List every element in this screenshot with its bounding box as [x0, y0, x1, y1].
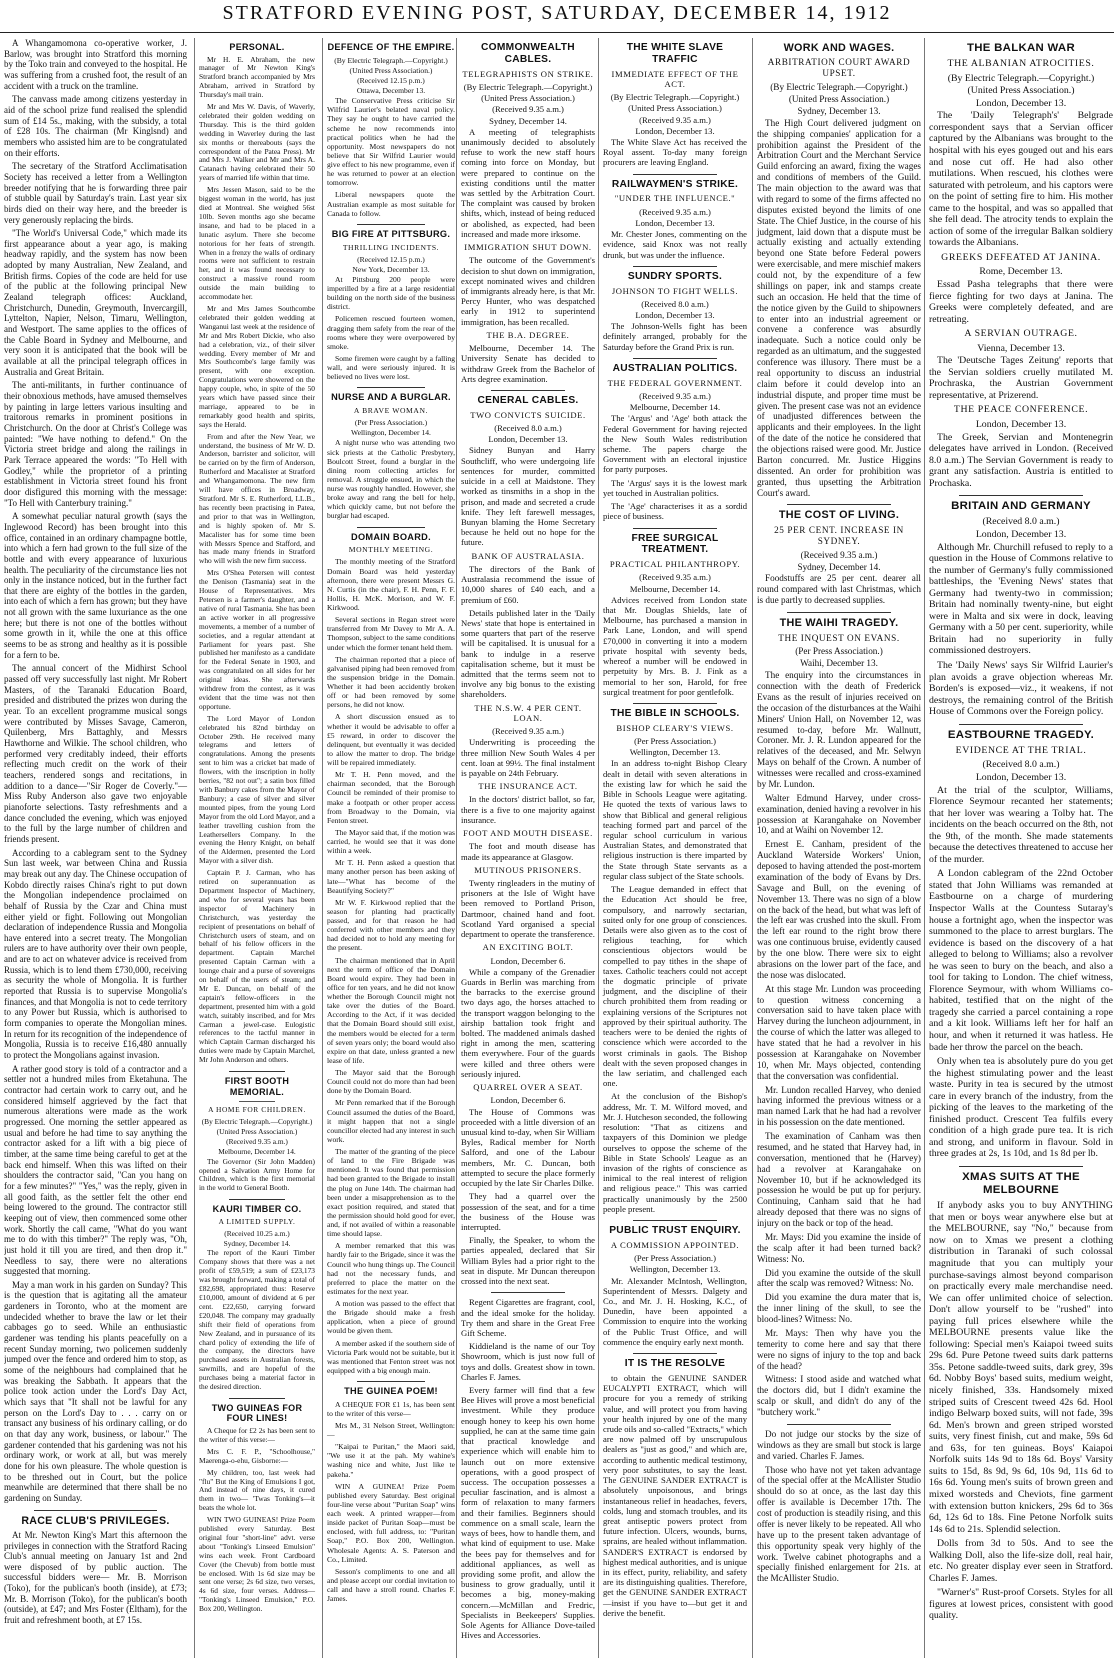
- news-paragraph: Mr and Mrs James Southcombe celebrated their golden wedding at Wanganui last week at the residence of Mr and Mrs Robert Dickie, who also had a celebration, viz., of their silver wedding. Every member of Mr and Mrs Southcombe's large family was present, with one exception. Congratulations were showered on the happy couple, who, in spite of the 50 years which have passed since their marriage, appeared to be in remarkably good health and spirits, says the Herald.: [199, 303, 315, 429]
- dateline: Sydney, December 14.: [223, 1238, 291, 1248]
- article-subheading: BANK OF AUSTRALASIA.: [471, 550, 585, 561]
- news-paragraph: Mr Penn remarked that if the Borough Council assumed the duties of the Board, it might happen that not a single councillor elected had any interest in such work.: [327, 1098, 455, 1144]
- dateline: Melbourne, December 14.: [218, 1146, 296, 1156]
- source-line: (By Electric Telegraph.—Copyright.): [334, 55, 448, 65]
- news-paragraph: The 'Deutsche Tages Zeitung' reports that the Servian soldiers cruelly mutilated M. Prochraska, the Austrian Government representative, at Prizerend.: [929, 355, 1113, 401]
- news-paragraph: The Lord Mayor of London celebrated his 82nd birthday on October 29th. He received many telegrams and letters of congratulations. Among the presents sent to him was a cricket bat made of flowers, with the inscription in holly berries, "82 not out"; a satin box filled with Banbury cakes from the Mayor of Banbury; a case of silver and silver mounted pipes, from the young Lord Mayor from the old Lord Mayor, and a leather travelling cushion from the Leathersellers Company. In the evening the Henry Knight, on behalf of the Aldermen, presented the Lord Mayor with a silver dish.: [199, 713, 315, 866]
- news-paragraph: Ernest E. Canham, president of the Auckland Waterside Workers' Union, deposed to having attended the post-mortem examination of the body of Evans by Drs. Savage and Bull, on the evening of November 13. There was no sign of a blow on the back of the head, but what was left of the left ear was crushed into the skull. From the left ear round to the right brow there was one continuous bruise, evidently caused by the one blow. There were six to eight abrasions on the lower part of the face, and the nose was dislocated.: [757, 839, 921, 980]
- news-paragraph: A member remarked that this was hardly fair to the Brigade, since it was the Council who hung things up. The Council had not the necessary funds, and preferred to place the matter on the estimates for the next year.: [327, 1241, 455, 1296]
- article-subheading: BISHOP CLEARY'S VIEWS.: [616, 722, 734, 733]
- news-paragraph: Mr and Mrs W. Davis, of Waverly, celebrated their golden wedding on Thursday. This is the third golden wedding in Waverley during the last six months or thereabouts (says the correspondent of the Patea Press). Mr and Mrs J. Walker and Mr and Mrs A. Catanach having celebrated their 50 years of married life within that time.: [199, 102, 315, 183]
- dateline: Sydney, December 14.: [489, 115, 567, 126]
- source-line: (Per Press Association.): [634, 1253, 716, 1264]
- column-rule: [959, 495, 1083, 496]
- article-subheading: IMMEDIATE EFFECT OF THE ACT.: [611, 68, 739, 89]
- column-rule: [633, 528, 717, 529]
- column-rule: [34, 1510, 157, 1511]
- column-rule: [491, 390, 565, 391]
- source-line: (By Electric Telegraph.—Copyright.): [463, 81, 593, 92]
- short-rule: [239, 1101, 275, 1102]
- article-heading: COMMONWEALTH CABLES.: [481, 42, 575, 65]
- news-paragraph: Mrs Jessen Mason, said to be the biggest woman in the world, has just died at Montreal. She weighed 56st 10lb. Seven months ago she became insane, and had to be placed in a lunatic asylum. There she become notorious for her feats of strength. When in a frenzy the walls of ordinary rooms were not sufficient to restrain her, and it was found necessary to construct a massive round room outside the main building to accommodate her.: [199, 185, 315, 302]
- article-subheading: A SERVIAN OUTRAGE.: [964, 328, 1078, 340]
- article-heading: PERSONAL.: [229, 42, 285, 52]
- article-heading: IT IS THE RESOLVE: [624, 1358, 726, 1370]
- source-line: (Per Press Association.): [795, 646, 883, 657]
- article-heading: THE WHITE SLAVE TRAFFIC: [626, 42, 724, 65]
- news-paragraph: Captain P. J. Carman, who has retired on superannuation as Department Inspector of Machinery, and who for several years has been inspector of Machinery in Christchurch, was yesterday the recipient of presentations on behalf of Christchurch users of steam, and on behalf of his fellow officers in the department. Captain Marchel presented Captain Carman with a lounge chair and a purse of sovereigns on behalf of the users of steam; and Mr E. Duncan, on behalf of the captain's fellow-officers in the department, presented him with a gold watch, suitably inscribed, and for Mrs Carman a jewel-case. Eulogistic references to the tactful manner in which Captain Carman discharged his duties were made by Captain Marchel, Mr John Anderson and others.: [199, 868, 315, 1065]
- received-line: (Received 9.35 a.m.): [492, 726, 564, 737]
- dateline: London, December 13.: [975, 771, 1067, 783]
- news-paragraph: They had a quarrel over the possession of the seat, and for a time the business of the House was interrupted.: [461, 1191, 595, 1232]
- article-subheading: MONTHLY MEETING.: [348, 545, 434, 555]
- news-paragraph: May a man work in his garden on Sunday? This is the question that is agitating all the amateur gardeners in Toronto, who at the moment are undecided whether to brave the law or let their cabbages go to seed. While an enthusiastic gardener was tending his plants peacefully on a recent Sunday morning, two policemen suddenly jumped over the fence and ordered him to stop, as some of the neighbours had complained that he was breaking the Sabbath. It appears that the police took action under the Lord's Day Act, which says that "It shall not be lawful for any person on the Lord's Day to . . . carry on or transact any business of his ordinary calling, or do on that day any work, business, or labour." The gardener contended that his gardening was not his ordinary work, or work at all, but was merely done for his own pleasure. The whole question is to be threshed out in Court, but the police meanwhile are determined that there shall be no gardening on Sunday.: [4, 1279, 187, 1503]
- news-paragraph: At Pittsburg 200 people were imperilled by a fire at a large residential building on the north side of the business district.: [327, 274, 455, 312]
- column-rule: [787, 504, 891, 505]
- column-rule: [633, 1220, 717, 1221]
- article-heading: WORK AND WAGES.: [783, 42, 895, 54]
- article-heading: TWO GUINEAS FOR FOUR LINES!: [211, 1402, 303, 1424]
- source-line: (By Electric Telegraph.—Copyright.): [947, 72, 1095, 84]
- news-paragraph: Advices received from London state that Mr. Douglas Shields, late of Melbourne, has purchased a mansion in Park Lane, London, and will spend £70,000 in converting it into a modern private hospital with seventy beds, whereof a number will be endowed in perpetuity by Mrs. B. J. Fink as a memorial to her son, Harold, for free surgical treatment for poor gentlefolk.: [603, 594, 747, 697]
- article-subheading: PRACTICAL PHILANTHROPY.: [609, 559, 741, 570]
- news-paragraph: A somewhat peculiar natural growth (says the Inglewood Record) has been brought into this office, contained in an ordinary champagne bottle, into which a fern had grown to the full size of the bottle and with every appearance of luxurious health. The peculiarity of the circumstance lies not only in the instance noticed, but in the further fact that there are eighty of the bottles in the garden, into each of which a fern has grown; but they have not all grown with the same luxuriance as the one here; but there is not one of the bottles without some growth in it, while the one at this office seems to be as strong and healthy as it is possible for a fern to be.: [4, 511, 187, 660]
- article-subheading: A BRAVE WOMAN.: [353, 406, 429, 416]
- article-heading: RACE CLUB'S PRIVILEGES.: [21, 1514, 170, 1527]
- article-subheading: A HOME FOR CHILDREN.: [208, 1105, 306, 1115]
- article-subheading: THE N.S.W. 4 PER CENT. LOAN.: [474, 702, 582, 723]
- dateline: Waihi, December 13.: [800, 658, 878, 669]
- news-paragraph: Details published later in the 'Daily News' state that hope is entertained in some quarters that part of the reserve will be capitalised. It is unusual for a bank to indulge in a reserve capitalisation scheme, but it must be admitted that the terms seem not to involve any big bonus to the existing shareholders.: [461, 607, 595, 700]
- dateline: Sydney, December 13.: [797, 105, 881, 116]
- received-line: (Received 9.35 a.m.): [639, 114, 711, 125]
- news-paragraph: Mr. Chester Jones, commenting on the evidence, said Knox was not really drunk, but was under the influence.: [603, 229, 747, 260]
- news-paragraph: Mr. Mays: Then why have you the temerity to come here and say that there were no signs of injury to the top and back of the head?: [757, 1327, 921, 1371]
- article-heading: RAILWAYMEN'S STRIKE.: [611, 178, 739, 190]
- news-paragraph: Mr H. E. Abraham, the new manager of Mr Newton King's Stratford branch accompanied by Mrs Abraham, arrived in Stratford by Thursday's mail train.: [199, 54, 315, 100]
- dateline: London, December 13.: [635, 309, 715, 320]
- dateline: Ottawa, December 13.: [356, 86, 426, 96]
- received-line: (Received 8.0 a.m.): [641, 298, 709, 309]
- column-rule: [229, 1398, 285, 1399]
- source-line: (By Electric Telegraph.—Copyright.): [201, 1117, 313, 1126]
- article-subheading: A LIMITED SUPPLY.: [218, 1216, 296, 1226]
- newspaper-masthead-title: STRATFORD EVENING POST, SATURDAY, DECEMBER 14, 1912: [222, 2, 892, 24]
- article-subheading: IMMIGRATION SHUT DOWN.: [464, 242, 592, 253]
- dateline: Vienna, December 13.: [977, 342, 1065, 354]
- news-paragraph: The canvass made among citizens yesterday in aid of the school prize fund realised the splendid sum of £14 5s., making, with the subsidy, a total of £28 10s. The chairman (Mr Kinglsnd) and members who assisted him are to be congratulated on their efforts.: [4, 94, 187, 158]
- article-subheading: QUARREL OVER A SEAT.: [473, 1082, 583, 1093]
- news-paragraph: The 'Argus' and 'Age' both attack the Federal Government for having rejected the New South Wales redistribution scheme. The papers charge the Government with an electoral injustice for party purposes.: [603, 413, 747, 475]
- column-1: [4, 38, 191, 1658]
- news-paragraph: The Mayor said that, if the motion was carried, he would see that it was done within a week.: [327, 827, 455, 856]
- masthead: [0, 0, 1114, 33]
- dateline: London, December 13.: [975, 419, 1067, 430]
- news-paragraph: Did you examine the outside of the skull after the scalp was removed? Witness: No.: [757, 1267, 921, 1289]
- advertisement-text: Those who have not yet taken advantage of the special offer at the McAllister Studio should do so at once, as the last day this offer is available is December 17th. The cost of production is steadily rising, and this offer is never likely to be repeated. All who have up to the present taken advantage of this opportunity speak very highly of the work. Twelve cabinet photographs and a specially finished enlargement for 21s. at the McAllister Studio.: [757, 1464, 921, 1584]
- news-paragraph: Mrs M., 31 Nelson Street, Wellington:—: [327, 1420, 455, 1440]
- news-paragraph: Mr T. H. Penn asked a question that many another person has been asking of late—"What has become of the Beautifying Society?": [327, 858, 455, 895]
- news-paragraph: "The World's Universal Code," which made its first appearance about a year ago, is making headway rapidly, and the system has now been adopted by many Australian, New Zealand, and British firms. Copies of the code are held for use of the public at the following principal New Zealand telegraph offices: Auckland, Christchurch, Dunedin, Greymouth, Invercargill, Lyttelton, Napier, Nelson, Timaru, Wellington, and Westport. The same applies to the offices of the Cable Board in Sydney and Melbourne, and very soon it is anticipated that the book will be available at all the principal telegraph offices in Australia and Great Britain.: [4, 228, 187, 377]
- article-subheading: AN EXCITING BOLT.: [482, 942, 574, 953]
- news-paragraph: At the trial of the sculptor, Williams, Florence Seymour recanted her statements; that her lover was wearing a Tolby hat. The incidents on the beach occurred on the 8th, not the 9th, of the month. She made statements because the detectives threatened to accuse her of the murder.: [929, 784, 1113, 865]
- news-paragraph: Essad Pasha telegraphs that there were fierce fighting for two days at Janina. The Greeks were completely defeated, and are retreating.: [929, 278, 1113, 325]
- news-paragraph: The White Slave Act has received the Royal assent. To-day many foreign procurers are leaving England.: [603, 136, 747, 168]
- news-paragraph: The Greek, Servian and Montenegrin delegates have arrived in London. (Received 8.0 a.m.) The Servian Government is ready to grant any satisfaction. Austria is entitled to Prochaska.: [929, 431, 1113, 489]
- dateline: Rome, December 13.: [979, 266, 1063, 278]
- received-line: (Received 10.25 a.m.): [224, 1228, 290, 1238]
- article-heading: FIRST BOOTH MEMORIAL.: [224, 1076, 290, 1097]
- news-paragraph: A meeting of telegraphists unanimously decided to absolutely refuse to work the new staff hours coming into force on Monday, but were prepared to continue on the existing conditions until the matter was settled by the Arbitration Court. The complaint was caused by broken shifts, which, instead of being reduced or abolished, as expected, had been increased and made more irksome.: [461, 126, 595, 239]
- source-line: (United Press Association.): [349, 65, 433, 75]
- article-heading: BIG FIRE AT PITTSBURG.: [331, 228, 451, 239]
- article-heading: FREE SURGICAL TREATMENT.: [631, 532, 719, 556]
- news-paragraph: The anti-militants, in further continuance of their obnoxious methods, have amused themselves by painting in large letters various insulting and traitorous remarks in prominent positions in Christchurch. On the door at Christ's College was painted: "We have nothing to defend." On the Victoria street bridge and along the railings in Park Terrace appeared the words: "To Hell with Godley," while the proprietor of a printing establishment in Victoria street found his front door disfigured this morning with the message: "To Hell with Canterbury training.": [4, 380, 187, 508]
- news-paragraph: Did you examine the dura mater that is, the inner lining of the skull, to see the blood-lines? Witness: No.: [757, 1292, 921, 1325]
- received-line: (Received 8.0 a.m.): [982, 516, 1060, 528]
- article-heading: KAURI TIMBER CO.: [212, 1204, 302, 1215]
- article-heading: DOMAIN BOARD.: [351, 531, 431, 542]
- advertisement-text: Sesson's compliments to one and all and please accept our cordial invitation to call and have a stroll round. Charles F. James.: [327, 1566, 455, 1604]
- news-paragraph: Mrs O'Shea Petersen will contest the Denison (Tasmania) seat in the House of Representatives. Mrs Petersen is a farmer's daughter, and a native of rural Tasmania. She has been an active worker in all progressive movements, a member of a number of societies, and a regular attendant at Parliament for years past. She published her manifesto as a candidate for the Federal Senate in 1903, and was congratulated on all sides for her original ideas. She afterwards withdrew from the contest, as it was evident that the time was not then opportune.: [199, 568, 315, 711]
- news-paragraph: Policemen rescued fourteen women, dragging them safely from the rear of the rooms where they were overpowered by smoke.: [327, 314, 455, 351]
- source-line: (United Press Association.): [216, 1126, 298, 1136]
- news-paragraph: Mr. Lundon recalled Harvey, who denied having informed the previous witness or a man named Lark that he had had a revolver in his possession on the date mentioned.: [757, 1084, 921, 1128]
- dateline: Wellington, December 13.: [629, 1264, 721, 1275]
- advertisement-text: Kiddieland is the name of our Toy Showroom, which is just now full of toys and dolls. Greatest show in town. Charles F. James.: [461, 1341, 595, 1382]
- column-rule: [633, 703, 717, 704]
- news-paragraph: The Governor (Sir John Madden) opened a Salvation Army Home for Children, which is the first memorial in the world to General Booth.: [199, 1156, 315, 1193]
- source-line: (United Press Association.): [628, 103, 722, 114]
- news-paragraph: The Johnson-Wells fight has been definitely arranged, probably for the Saturday before the Grand Prix is run.: [603, 321, 747, 352]
- column-4: [456, 38, 599, 1658]
- news-paragraph: Mr W. F. Kirkwood replied that the season for planting had practically passed, and for that reason he had conferred with other members and they had decided not to hold any meeting for the present.: [327, 897, 455, 953]
- received-line: (Received 9.35 a.m.): [492, 104, 564, 115]
- advertisement-text: WIN TWO GUINEAS! Prize Poem published every Saturday. Best original four "short-line" advt. verse about "Tonking's Linseed Emulsion" wins each week. Front Cardboard Cover (the Chevub) from bottle must be enclosed. With 1s 6d size may be sent one verse; 2s 6d size, two verses, 4s 6d size, four verses. Address— "Tonking's Linseed Emulsion," P.O. Box 200, Wellington.: [199, 1515, 315, 1614]
- news-paragraph: The 'Argus' says it is the lowest mark yet touched in Australian politics.: [603, 477, 747, 498]
- article-heading: THE WAIHI TRAGEDY.: [779, 617, 899, 630]
- news-paragraph: The outcome of the Government's decision to shut down on immigration, except nominated wives and children of immigrants already here, is that Mr. Percy Hunter, who was despatched early in 1912 to superintend immigration, has been recalled.: [461, 255, 595, 327]
- news-paragraph: The enquiry into the circumstances in connection with the death of Frederick Evans as the result of injuries received on the occasion of the disturbances at the Waihi Miners' Union Hall, on November 12, was resumed to-day, before Mr. Wallnutt, Coroner. Mr. J. R. Lundon appeared for the relatives of the deceased, and Mr. Selwyn Mays on behalf of the Crown. A number of witnesses were recalled and cross-examined by Mr. Lundon.: [757, 670, 921, 789]
- received-line: (Received 9.35 a.m.): [639, 206, 711, 217]
- news-paragraph: A member asked if the southern side of Victoria Park would not be suitable, but it was mentioned that Fenton street was not equipped with a big enough main.: [327, 1338, 455, 1375]
- advertisement-text: WIN A GUINEA! Prize Poem published every Saturday. Best original four-line verse about "Puritan Soap" wins each week. A printed wrapper—from inside packet of Puritan Soap—must be enclosed, with full address, to: "Puritan Soap," P.O. Box 200, Wellington. Wholesale Agents: A. S. Paterson and Co., Limited.: [327, 1481, 455, 1564]
- advertisement-text: "Warner's" Rust-proof Corsets. Styles for all figures at lowest prices, consistent with good quality.: [929, 1587, 1113, 1622]
- article-heading: SUNDRY SPORTS.: [627, 270, 723, 282]
- news-paragraph: Melbourne, December 14. The University Senate has decided to withdraw Greek from the Bachelor of Arts degree examination.: [461, 343, 595, 384]
- column-rule: [959, 1166, 1083, 1167]
- column-rule: [787, 612, 891, 613]
- column-rule: [633, 174, 717, 175]
- news-paragraph: A Cheque for £2 2s has been sent to the writer of this verse:—: [199, 1425, 315, 1444]
- source-line: (Per Press Association.): [634, 736, 716, 746]
- news-paragraph: Liberal newspapers quote the Australian example as most suitable for Canada to follow.: [327, 190, 455, 218]
- article-subheading: EVIDENCE AT THE TRIAL.: [955, 744, 1087, 756]
- news-paragraph: A rather good story is told of a contractor and a settler not a hundred miles from Eketahuna. The contractor had certain work to carry out, and he considered himself aggrieved by the fact that numerous alterations were made as the work progressed. One morning the settler appeared as usual and before he had time to say anything the contractor asked for a lift with a big piece of timber, at the same time being careful to get at the back end himself. When this was lifted on their shoulders the contractor said, "Can you hang on for a few minutes?" "Yes," was the reply, given in all good faith, as the settler felt the other end being lowered to the ground. The contractor still keeping out of view, then commenced some other work. Shortly the call came, "What do you want me to do with this timber?" The reply was, "Oh, just hold it till you are tired, and then drop it." Needless to say, there were no alterations suggested that morning.: [4, 1063, 187, 1277]
- news-paragraph: The chairman mentioned that in April next the term of office of the Domain Board would expire. They had been in office for ten years, and he did not know whether the Borough Council might not take over the duties of the Board. According to the Act, if it was decided that the Domain Board should still exist, the members would be elected for a term of seven years only; the board would also expire on that date, unless granted a new lease of life.: [327, 955, 455, 1065]
- article-subheading: MUTINOUS PRISONERS.: [474, 864, 582, 875]
- received-line: (Received 9.35 a.m.): [800, 549, 878, 560]
- column-7: [924, 38, 1113, 1658]
- article-subheading: ARBITRATION COURT AWARD UPSET.: [767, 57, 911, 79]
- received-line: (Received 12.15 p.m.): [357, 254, 425, 264]
- article-heading: THE BIBLE IN SCHOOLS.: [610, 707, 740, 719]
- article-heading: PUBLIC TRUST ENQUIRY.: [609, 1225, 741, 1237]
- source-line: (By Electric Telegraph.—Copyright.): [610, 92, 740, 103]
- news-paragraph: Although Mr. Churchill refused to reply to a question in the House of Commons relative to the number of Germany's fully commissioned battleships, the 'Evening News' states that Germany had twenty-two in commission; Britain had nominally twenty-nine, but eight were in Malta and six were in dock, leaving Germany with a 50 per cent. superiority, while Britain had no superiority in fully commissioned destroyers.: [929, 541, 1113, 657]
- article-heading: DEFENCE OF THE EMPIRE.: [327, 42, 455, 52]
- news-paragraph: A Whangamomona co-operative worker, J. Barlow, was brought into Stratford this morning by the Toko train and conveyed to the hospital. He was suffering from a crushed foot, the result of an accident with a truck on the tramline.: [4, 38, 187, 91]
- article-subheading: FOOT AND MOUTH DISEASE.: [463, 828, 593, 839]
- dateline: Sydney, December 14.: [797, 561, 881, 572]
- news-paragraph: The report of the Kauri Timber Company shows that there was a net profit of £59,519; a sum of £23,173 was brought forward, making a total of £82,698, appropriated thus: Reserve £10,000, amount of dividend at 6 per cent. £22,650, carrying forward £20,048. The company may gradually shift their field of operations from New Zealand, and in pursuance of its chard policy of extending the life of the company, the directors have purchased assets in Australian forests, sawmills, and are hopeful of the purchases being a material factor in the desired direction.: [199, 1248, 315, 1392]
- news-paragraph: At this stage Mr. Lundon was proceeding to question witness concerning a conversation said to have taken place with Harvey during the luncheon adjournment, in the course of which the latter was alleged to have stated that he had a revolver in his possession at Karangahake on November 10, when Mr. Mays objected, contending that the conversation was confidential.: [757, 983, 921, 1081]
- dateline: London, December 13.: [488, 434, 568, 445]
- source-line: (By Electric Telegraph.—Copyright.): [770, 82, 908, 93]
- advertisement-text: Only when tea is absolutely pure do you get the highest stimulating power and the least waste. Purity in tea is secured by the utmost care in every branch of the industry, from the picking of the leaves to the marketing of the finished product. Crescent Tea fulfils every condition of a high grade pure tea. It is rich and strong, and uniform in flavour. Sold in three grades at 2s, 1s 10d, and 1s 8d per lb.: [929, 1056, 1113, 1160]
- article-subheading: THE B.A. DEGREE.: [486, 329, 570, 340]
- news-paragraph: According to a cablegram sent to the Sydney Sun last week, war between China and Russia may break out any day. The Chinese occupation of Kobdo directly raises China's right to put down the Mongolian independence proclaimed on behalf of Russia by the Czar and China must either yield or fight. Following out Mongolian declaration of independence Russia and Mongolia have entered into a secret treaty. The Mongolian rulers are to have authority over their own people, and are to act on whatever advice is received from Russia, which is to lend them £730,000, receiving as security the whole of Mongolia. It is further reported that Russia is to supervise Mongolia's finances, and that Mongolia is not to cede territory to any Power but Russia, which is authorised to form companies to operate the Mongolian mines. In return for its recognition of the independence of Mongolia, Russia is to receive £16,480 annually to protect the Mongolians against invasion.: [4, 847, 187, 1061]
- news-paragraph: The matter of the granting of the piece of land to the Fire Brigade was mentioned. It was found that permission had been granted to the Brigade to install the plug on June 14th. The chairman had been under a misapprehension as to the exact position required, and stated that the permission should hold good for ever, and, if not availed of within a reasonable time should lapse.: [327, 1147, 455, 1239]
- column-rule: [787, 1424, 891, 1425]
- article-subheading: GREEKS DEFEATED AT JANINA.: [941, 251, 1101, 263]
- column-rule: [633, 1353, 717, 1354]
- article-subheading: THE INSURANCE ACT.: [478, 781, 578, 792]
- article-heading: THE BALKAN WAR: [967, 42, 1075, 54]
- article-heading: XMAS SUITS AT THE MELBOURNE: [962, 1171, 1080, 1197]
- column-rule: [229, 1071, 285, 1072]
- dateline: Melbourne, December 14.: [629, 402, 721, 413]
- article-heading: EASTBOURNE TRAGEDY.: [947, 728, 1095, 741]
- news-paragraph: At Mr. Newton King's Mart this afternoon the privileges in connection with the Stratford Racing Club's annual meeting on January 1st and 2nd were disposed of by public auction. The successful bidders were— Mr. B. Morrison (Toko), for the publican's booth (inside), at £73; Mr. B. Morrison (Toko), for the publican's booth (outside), at £47; and Mrs Foster (Eltham), for the fruit and refreshment booth, at £7 15s.: [4, 1529, 187, 1626]
- column-6: [752, 38, 925, 1658]
- news-paragraph: Finally, the Speaker, to whom the parties appealed, declared that Sir William Byles had a prior right to the seat in dispute. Mr Duncan thereupon crossed into the next seat.: [461, 1235, 595, 1287]
- news-paragraph: A night nurse who was attending two sick priests at the Catholic Presbytery, Boulcott Street, found a burglar in the dining room collecting articles for removal. A struggle ensued, in which the nurse was roughly handled. However, she broke away and rang the bell for help, which quickly came, but not before the burglar had escaped.: [327, 438, 455, 521]
- news-paragraph: Mr T. H. Penn moved, and the chairman seconded, that the Borough Council be reminded of their promise to make a footpath or other proper access from Broadway to the Domain, via Fenton street.: [327, 770, 455, 825]
- news-paragraph: The monthly meeting of the Stratford Domain Board was held yesterday afternoon, there were present Messrs G. N. Curtis (in the chair), F. H. Penn, F. F. Hollis, H. McK. Morison, and W. F. Kirkwood.: [327, 557, 455, 612]
- column-rule: [633, 358, 717, 359]
- article-heading: AUSTRALIAN POLITICS.: [612, 362, 738, 374]
- article-subheading: TWO CONVICTS SUICIDE.: [470, 409, 586, 420]
- poem-verse: My children, too, last week had "flu" But the King of Emulsions I got, And instead of nine days, it cured them in two— 'Twas Tonking's—it beats the whole lot.: [199, 1467, 315, 1513]
- news-paragraph: The League demanded in effect that the Education Act should be free, compulsory, and narrowly sectarian, suited only for one group of consciences. Details were also given as to the cost of religious teaching, for which conscientious objectors would be compelled to pay tithes in the shape of taxes. Catholic teachers could not accept the dogmatic principle of private judgment, and the discipline of their church prohibited them from reading or explaining versions of the Scriptures not approved by their spiritual authority. The teachers were to be denied the rights of conscience which were accorded to the worst criminals in gaols. The Bishop dealt with the seven proposed changes in the law seriatim, and challenged each one.: [603, 884, 747, 1089]
- article-subheading: "UNDER THE INFLUENCE.": [614, 193, 736, 204]
- article-heading: BRITAIN AND GERMANY: [951, 500, 1091, 513]
- news-paragraph: The chairman reported that a piece of galvanised piping had been removed from the suspension bridge in the Domain. Whether it had been accidently broken off or had been removed by some persons, he did not know.: [327, 654, 455, 710]
- article-heading: THE GUINEA POEM!: [344, 1386, 438, 1396]
- news-paragraph: Underwriting is proceeding the three million New South Wales 4 per cent. loan at 99½. The final instalment is payable on 24th February.: [461, 737, 595, 778]
- news-paragraph: Sidney Bunyan and Harry Southcliff, who were undergoing life sentences for murder, committed suicide in a cell at Maidstone. They worked as tinsmiths in a shop in the prison, and made and secreted a crude knife. They left farewell messages, Bunyan blaming the Home Secretary because he held out no hope for the future.: [461, 445, 595, 548]
- news-paragraph: The directors of the Bank of Australasia recommend the issue of 10,000 shares of £40 each, and a premium of £60.: [461, 563, 595, 605]
- article-subheading: THRILLING INCIDENTS.: [342, 242, 440, 252]
- dateline: Wellington, December 13.: [629, 747, 721, 758]
- news-paragraph: The House of Commons was proceeded with a little diversion of an unusual kind to-day, when Sir William Byles, Radical member for North Salford, and one of the Labour members, Mr. C. Duncan, both attempted to secure the place formerly occupied by the late Sir Charles Dilke.: [461, 1106, 595, 1189]
- news-paragraph: The examination of Canham was then resumed, and he stated that Harvey had, in conversation, mentioned that he (Harvey) had a revolver at Karangahake on November 10, but if he acknowledged its possession he would be put up for perjury. Continuing, Canham said that he had already deposed that there was no signs of injury on the back or top of the head.: [757, 1131, 921, 1229]
- article-subheading: THE ALBANIAN ATROCITIES.: [947, 58, 1095, 70]
- source-line: (United Press Association.): [967, 85, 1075, 97]
- article-subheading: THE FEDERAL GOVERNMENT.: [607, 377, 743, 388]
- news-paragraph: Mr. Alexander McIntosh, Wellington, Superintendent of Messrs. Dalgety and Co., and Mr. J. H. Hosking, K.C., of Dunedin, have been appointed a Commission to enquire into the working of the Public Trust Office, and will commence the enquiry early next month.: [603, 1275, 747, 1347]
- dateline: London, December 6.: [490, 955, 566, 966]
- news-paragraph: Mr. Mays: Did you examine the inside of the scalp after it had been turned back? Witness: No.: [757, 1231, 921, 1264]
- dateline: London, December 13.: [635, 125, 715, 136]
- received-line: (Received 9.35 a.m.): [226, 1136, 288, 1146]
- article-subheading: A COMMISSION APPOINTED.: [610, 1239, 740, 1250]
- news-paragraph: While a company of the Grenadier Guards in Berlin was marching from the barracks to the exercise ground two days ago, the horses attached to the transport waggon belonging to the airship battalion took fright and bolted. The maddened animals dashed right in among the men, scattering them everywhere. Four of the guards were killed and three others were seriously injured.: [461, 966, 595, 1079]
- article-heading: NURSE AND A BURGLAR.: [331, 392, 451, 403]
- column-rule: [357, 224, 425, 225]
- received-line: (Received 8.0 a.m.): [982, 759, 1060, 771]
- column-5: [598, 38, 751, 1658]
- advertisement-text: Regent Cigarettes are fragrant, cool, and the ideal smoke for the holiday. Try them and share in the Great Free Gift Scheme.: [461, 1297, 595, 1338]
- advertisement-text: Do not judge our stocks by the size of windows as they are small but stock is large and varied. Charles F. James.: [757, 1428, 921, 1461]
- news-paragraph: Mrs C. F. P., "Schoolhouse," Maerenga-o-ehu, Gisborne:—: [199, 1446, 315, 1465]
- article-subheading: THE INQUEST ON EVANS.: [778, 632, 900, 643]
- column-rule: [229, 1199, 285, 1200]
- dateline: London, December 13.: [975, 97, 1067, 109]
- news-paragraph: Twenty ringleaders in the mutiny of prisoners at the Isle of Wight have been removed to Portland Prison, Dartmoor, chained hand and foot. Scotland Yard organised a special department to operate the transference.: [461, 877, 595, 940]
- received-line: (Received 8.0 a.m.): [494, 423, 562, 433]
- source-line: (United Press Association.): [788, 94, 890, 105]
- news-paragraph: The foot and mouth disease has made its appearance at Glasgow.: [461, 841, 595, 862]
- news-paragraph: Walter Edmund Harvey, under cross-examination, denied having a revolver in his possession at Karangahake on November 10, and at Waihi on November 12.: [757, 792, 921, 836]
- received-line: (Received 12.15 p.m.): [357, 75, 425, 85]
- dateline: New York, December 13.: [352, 264, 430, 274]
- column-rule: [357, 1381, 425, 1382]
- article-subheading: JOHNSON TO FIGHT WELLS.: [611, 285, 739, 296]
- article-heading: THE COST OF LIVING.: [778, 509, 900, 522]
- news-paragraph: Several sections in Regan street were transferred from Mr Davey to Mr A. A. Thompson, subject to the same conditions under which the former tenant held them.: [327, 615, 455, 652]
- column-rule: [491, 1292, 565, 1293]
- advertisement-text: Dolls from 3d to 50s. And to see the Walking Doll, also the life-size doll, real hair, etc. No greater display ever seen in Stratford. Charles F. James.: [929, 1538, 1113, 1584]
- newspaper-columns: [4, 38, 1113, 1658]
- news-paragraph: From and after the New Year, we understand, the business of Mr W. D. Anderson, barrister and solicitor, will be carried on by the firm of Anderson, Rutherford and Macalister at Stratford and Whangamomona. The new firm will have offices in Broadway, Stratford. Mr S. E. Rutherford, LL.B., has recently been practising in Patea, and prior to that was in Wellington, and is highly spoken of. Mr S. Macalister has for some time been with Messrs Spence and Stafford, and has made many friends in Stratford who will wish the new firm success.: [199, 431, 315, 566]
- column-3: [322, 38, 459, 1658]
- news-paragraph: The High Court delivered judgment on the shipping companies' application for a prohibition against the President of the Arbitration Court and the Merchant Service Guild enforcing an award, fixing the wages and conditions of members of the Guild. The main objection to the award was that with regard to some of the firms affected no disputes existed beyond the limits of one State. The Chief Justice, in the course of his judgment, laid down that a dispute must be actually existing and actually extending beyond one State before Federal powers were exercisable, and mere mischief makers could not, by the expenditure of a few shillings on paper, ink and stamps create such an occasion. He held that the time of the notice given by the Guild to shipowners to enter into an industrial agreement or convene a conference was absurdly inadequate. Such a notice could only be regarded as an ultimatum, and the suggested conference was illusory. There must be a real opportunity to discuss an industrial claim before it could develop into an industrial dispute, and proper time must be given. The present case was not an evidence of unadjusted differences between the applicants and their employees. In the light of the date of the notice he considered that the objections raised were good. Mr. Justice Barton concurred. Mr. Justice Higgins dissented. An order for prohibition was granted, thus upsetting the Arbitration Court's award.: [757, 117, 921, 498]
- news-paragraph: The Mayor said that the Borough Council could not do more than had been done by the Domain Board.: [327, 1068, 455, 1096]
- news-paragraph: At the conclusion of the Bishop's address, Mr. T. M. Wilford moved, and Mr. J. Hutcheson seconded, the following resolution: "That as citizens and taxpayers of this Dominion we pledge ourselves to oppose the scheme of the Bible in State Schools' League as an invasion of the rights of conscience as inimical to the real interest of religion and religious peace." This was carried practically unanimously by the 2500 people present.: [603, 1091, 747, 1214]
- news-paragraph: The secretary of the Stratford Acclimatisation Society has received a letter from a Wellington breeder notifying that he is forwarding three pair of stubble quail by Saturday's train. Last year six birds died on their way here, and the breeder is very generously replacing the birds.: [4, 161, 187, 225]
- news-paragraph: The 'Daily News' says Sir Wilfrid Laurier's plan avoids a grave objection whereas Mr. Borden's is exposed—viz., it weakens, if not destroys, the remaining control of the British House of Commons over the Foreign policy.: [929, 659, 1113, 718]
- source-line: (United Press Association.): [481, 93, 575, 104]
- news-paragraph: In the doctors' district ballot, so far, there is a five to one majority against insurance.: [461, 794, 595, 825]
- news-paragraph: A London cablegram of the 22nd October stated that John Williams was remanded at Eastbourne on a charge of murdering Inspector Walls at the Countess Sutaray's house a fortnight ago, when the inspector was summoned to the place to arrest burglars. The evidence is based on the discovery of a hat alleged to belong to Williams; also a revolver he was seen to bury on the beach, and also a tool for taking to London. The chief witness, Florence Seymour, with whom Williams co-habited, testified that on the night of the tragedy she carried a parcel containing a rope and a kit look. Williams left her for half an hour, and when it returned it was hatless. He bade her throw the parcel on the beach.: [929, 868, 1113, 1053]
- news-paragraph: The 'Age' characterises it as a sordid piece of business.: [603, 501, 747, 522]
- column-rule: [357, 527, 425, 528]
- dateline: Wellington, December 14.: [351, 428, 431, 438]
- dateline: London, December 6.: [490, 1095, 566, 1106]
- received-line: (Received 9.35 a.m.): [639, 390, 711, 401]
- column-rule: [633, 266, 717, 267]
- news-paragraph: A short discussion ensued as to whether it would be advisable to offer a £5 reward, in order to discover the delinquent, but eventually it was decided to allow the matter to drop. The bridge will be repaired immediately.: [327, 712, 455, 767]
- news-paragraph: The 'Daily Telegraph's' Belgrade correspondent says that a Servian officer captured by the Albanians was brought to the hospital with his eyes gouged out and his ears and nose cut off. He had also other mutilations. When rescued, his clothes were saturated with petroleum, and his captors were on the point of setting fire to him. His mother came to the hospital, and was so appalled that she fell dead. The atrocity tends to explain the action of some of the irregular Balkan soldiery towards the Albanians.: [929, 110, 1113, 249]
- news-paragraph: A CHEQUE FOR £1 1s, has been sent to the writer of this verse—: [327, 1399, 455, 1418]
- column-2: [194, 38, 319, 1658]
- article-subheading: TELEGRAPHISTS ON STRIKE.: [462, 68, 594, 79]
- advertisement-text: Every farmer will find that a few Bee Hives will prove a most beneficial investment. While they produce enough honey to keep his own home supplied, he can at the same time gain that practical knowledge and experience which will enable him to launch out on more extensive operations, with a good prospect of success. The occupation possesses a peculiar fascination, and is almost a form of relaxation to many farmers and their families. Beginners should commence on a small scale, learn the ways of bees, how to handle them, and what kind of equipment to use. Make the bees pay for themselves and for additional appliances, as well as providing some profit, and allow the business to grow gradually, until it becomes a big, money-making concern.—McMillan and Fredric, Specialists in Beekeepers' Supplies. Sole Agents for Alliance Dove-tailed Hives and Accessories.: [461, 1385, 595, 1641]
- source-line: (Per Press Association.): [354, 418, 428, 428]
- column-rule: [959, 724, 1083, 725]
- poem-verse: "Kaipai te Puritan," the Maori said, "We use it at the pah. My wahine's washing nice and white, Just like te pakeha.": [327, 1442, 455, 1479]
- dateline: London, December 13.: [635, 217, 715, 228]
- advertisement-text: to obtain the GENUINE SANDER EUCALYPTI EXTRACT, which will procure for you a remedy of striking value, and will protect you from having your health injured by one of the many crude oils and so-called "Extracts," which are now palmed off by unscrupulous dealers as "just as good," and which are, according to authentic medical testimony, very poor substitutes, to say the least. The GENUINE SANDER EXTRACT is absolutely unpoisonous, and brings instantaneous relief in headaches, fevers, colds, lung and stomach troubles, and its great antiseptic powers protect from future infection. Ulcers, wounds, burns, sprains, are healed without inflammation. SANDER'S EXTRACT is endorsed by highest medical authorities, and is unique in its effect, purity, reliability, and safety are its distinguishing qualities. Therefore, get the GENUINE SANDER EXTRACT—insist if you have to—but get it and derive the benefit.: [603, 1372, 747, 1618]
- column-rule: [357, 387, 425, 388]
- news-paragraph: Some firemen were caught by a falling wall, and were seriously injured. It is believed no lives were lost.: [327, 353, 455, 382]
- news-paragraph: The annual concert of the Midhirst School passed off very successfully last night. Mr Robert Masters, of the Taranaki Education Board, presided and distributed the prizes won during the year. To an excellent programme musical songs were contributed by Misses Savage, Cameron, Quilenberg, Mrs Battaghly, and Messrs Hawthorne and Wilkie. The school children, who performed very creditably indeed, their efforts reflecting much credit on the work of their teachers, rendered songs and recitations, in addition to a dance—"Sir Roger de Coverly."—Miss Ruby Anderson also gave two enjoyable pianoforte selections. Tasty refreshments and a dance concluded the evening, which was enjoyed to the full by the large number of children and friends present.: [4, 663, 187, 844]
- article-subheading: THE PEACE CONFERENCE.: [953, 404, 1089, 416]
- news-paragraph: The Conservative Press criticise Sir Wilfrid Laurier's belated naval policy. They say he ought to have carried the scheme he now recommends into practical politics when he had the opportunity. Most newspapers do not believe that Sir Wilfrid Laurier would give effect to his new programme, even if he was returned to power at an election tomorrow.: [327, 96, 455, 188]
- dateline: Melbourne, December 14.: [629, 583, 721, 594]
- article-subheading: 25 PER CENT. INCREASE IN SYDNEY.: [774, 524, 904, 546]
- advertisement-text: If anybody asks you to buy ANYTHING that men or boys wear anywhere else but at the MELBOURNE, say "No," because from now on to Xmas we present a clothing distribution in Taranaki of such colossal magnitude that you can multiply your purchase-savings almost beyond comparison on practically every male merchandise need. We can offer unlimited choice of selection. Don't allow yourself to be "rushed" into paying full prices elsewhere while the MELBOURNE presents value like the following: Special men's Kaiapoi tweed suits 29s 6d. Pure Petone tweed suits dark patterns 35s. Petone saddle-tweed suits, dark grey, 39s 6d. Nobby Boys' based suits, medium weight, nicely finished, 33s. Handsomely mixed striped suits of Crescent tweed 42s 6d. Hool indigo Belwarp boxed suits, will not fade, 39s 6d. Men's brown and green striped worsted suits, very finest finish, cut and make, 59s 6d and 63s, for ten guineas. Boys' Kaiapoi Norfolk suits 14s 9d to 18s 6d. Boys' Varsity suits to 15d, 8s 9d, 9s 6d, 10s 9d, 11s 6d to 16s 6d. Young men's suits of brown green and mixed worsteds and Cheviots, fine garment with extension button knickers, 29s 6d to 36s 6d, 12s 6d to 18s. Fine Petone Norfolk suits 14s 6d to 21s. Splendid selection.: [929, 1200, 1113, 1535]
- dateline: London, December 13.: [975, 528, 1067, 540]
- news-paragraph: Foodstuffs are 25 per cent. dearer all round compared with last Christmas, which is due partly to decreased supplies.: [757, 573, 921, 606]
- news-paragraph: Witness: I stood aside and watched what the doctors did, but I didn't examine the scalp or skull, and didn't do any of the "butchery work.": [757, 1374, 921, 1418]
- received-line: (Received 9.35 a.m.): [639, 572, 711, 583]
- news-paragraph: In an address to-night Bishop Cleary dealt in detail with seven alterations in the existing law for which he said the Bible in Schools League were agitating. He quoted the texts of various laws to show that Biblical and general religious teaching formed part and parcel of the regular school curriculum in various Australian States, and demonstrated that religious instruction is there imparted by the State through State servants as a regular class subject of the State schools.: [603, 758, 747, 881]
- article-heading: CENERAL CABLES.: [477, 394, 579, 406]
- news-paragraph: A motion was passed to the effect that the Brigade should make a fresh application, when a piece of ground would be given them.: [327, 1299, 455, 1336]
